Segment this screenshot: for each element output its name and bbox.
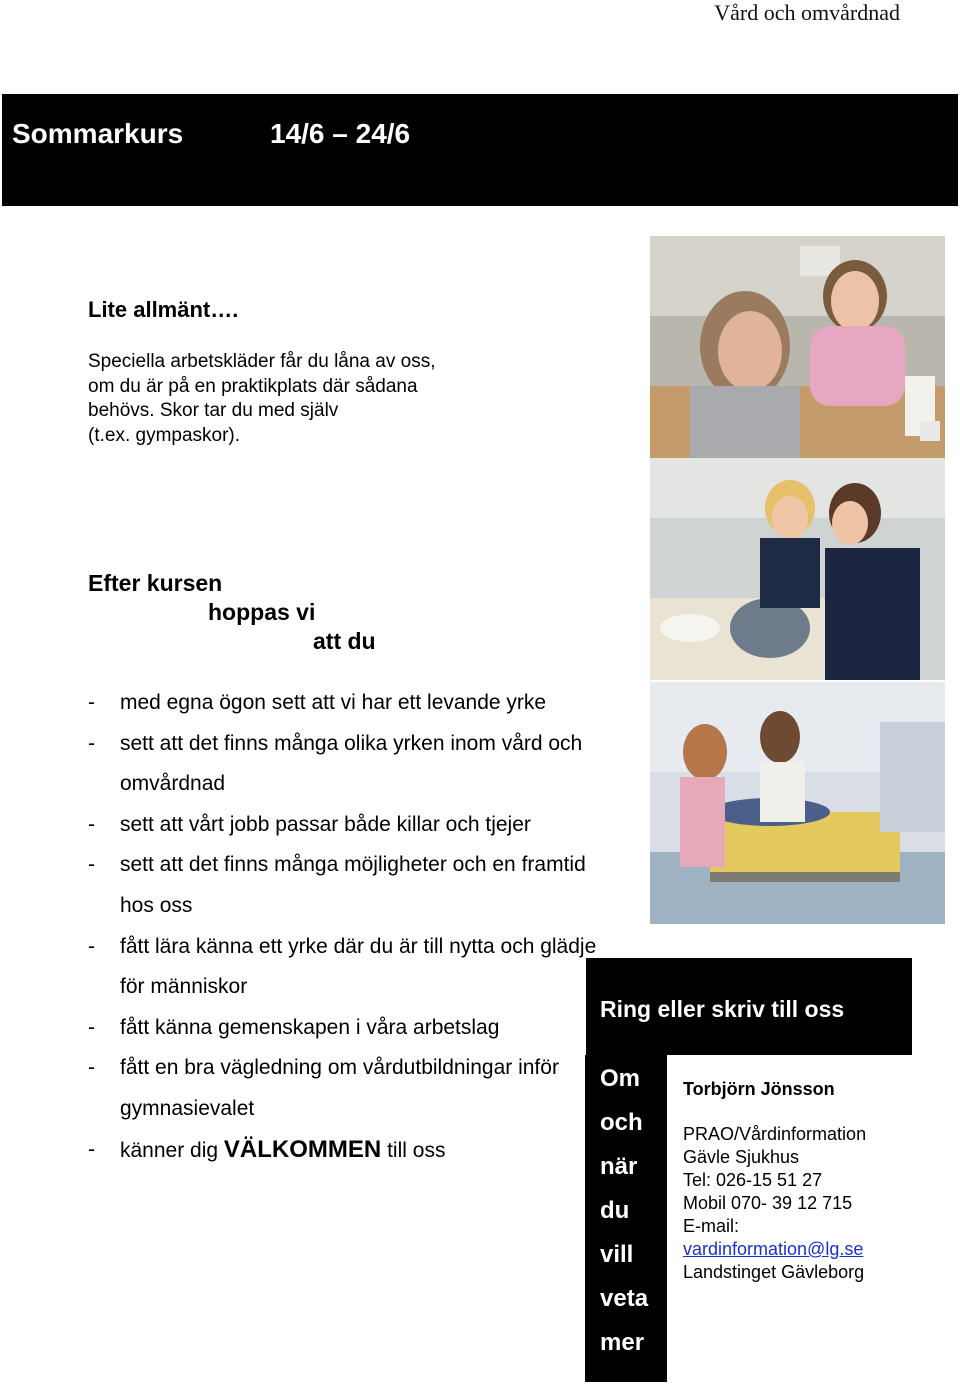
banner-dates: 14/6 – 24/6 — [270, 118, 411, 149]
intro-line: Speciella arbetskläder får du låna av oss, — [88, 351, 436, 372]
photo-students-hospital-bed — [650, 682, 945, 924]
contact-email-link[interactable]: vardinformation@lg.se — [683, 1239, 864, 1259]
contact-email-label: E-mail: — [683, 1216, 740, 1236]
goal-item: - fått en bra vägledning om vårdutbildningar inför gymnasievalet — [88, 1056, 559, 1120]
contact-org: Landstinget Gävleborg — [683, 1262, 865, 1282]
goal-item: - sett att det finns många olika yrken inom vård och omvårdnad — [88, 731, 583, 796]
contact-banner-title: Ring eller skriv till oss — [600, 996, 845, 1022]
goal-item: - fått lära känna ett yrke där du är till nytta och glädje för människor — [88, 934, 597, 999]
welcome-word: VÄLKOMMEN — [223, 1135, 382, 1163]
contact-side-column — [585, 1055, 667, 1382]
photo-students-eye-exam — [650, 458, 945, 680]
goal-item: - sett att det finns många möjligheter och en framtid hos oss — [88, 853, 586, 917]
contact-details — [683, 1078, 943, 1284]
after-heading-line-3: att du — [313, 628, 376, 654]
side-word: och — [600, 1109, 643, 1136]
photo-students-canteen — [650, 236, 945, 458]
side-word: veta — [600, 1285, 649, 1312]
after-heading-line-2: hoppas vi — [208, 599, 316, 625]
intro-paragraph — [88, 350, 508, 448]
goal-item: - med egna ögon sett att vi har ett levande yrke — [88, 691, 547, 714]
goals-list — [88, 683, 608, 1171]
after-heading-line-1: Efter kursen — [88, 570, 223, 596]
side-word: Om — [600, 1065, 641, 1092]
goal-item: - sett att vårt jobb passar både killar och tjejer — [88, 812, 531, 836]
intro-line: (t.ex. gympaskor). — [88, 424, 241, 446]
side-word: när — [600, 1153, 638, 1180]
intro-heading: Lite allmänt…. — [88, 297, 239, 322]
title-banner — [2, 94, 958, 206]
contact-line: PRAO/Vårdinformation — [683, 1124, 867, 1144]
contact-mobile: Mobil 070- 39 12 715 — [683, 1193, 853, 1213]
contact-name: Torbjörn Jönsson — [683, 1079, 835, 1099]
banner-title: Sommarkurs — [12, 118, 184, 149]
goal-item-welcome: - känner dig VÄLKOMMEN till oss — [88, 1135, 446, 1163]
document-header: Vård och omvårdnad — [714, 0, 900, 25]
goal-item: - fått känna gemenskapen i våra arbetslag — [88, 1015, 500, 1039]
contact-line: Gävle Sjukhus — [683, 1147, 800, 1167]
intro-line: om du är på en praktikplats där sådana — [88, 375, 418, 397]
side-word: du — [600, 1197, 630, 1224]
contact-phone: Tel: 026-15 51 27 — [683, 1170, 823, 1190]
intro-line: behövs. Skor tar du med själv — [88, 400, 339, 421]
side-word: mer — [600, 1329, 645, 1356]
contact-banner — [586, 958, 912, 1055]
side-word: vill — [600, 1241, 634, 1268]
